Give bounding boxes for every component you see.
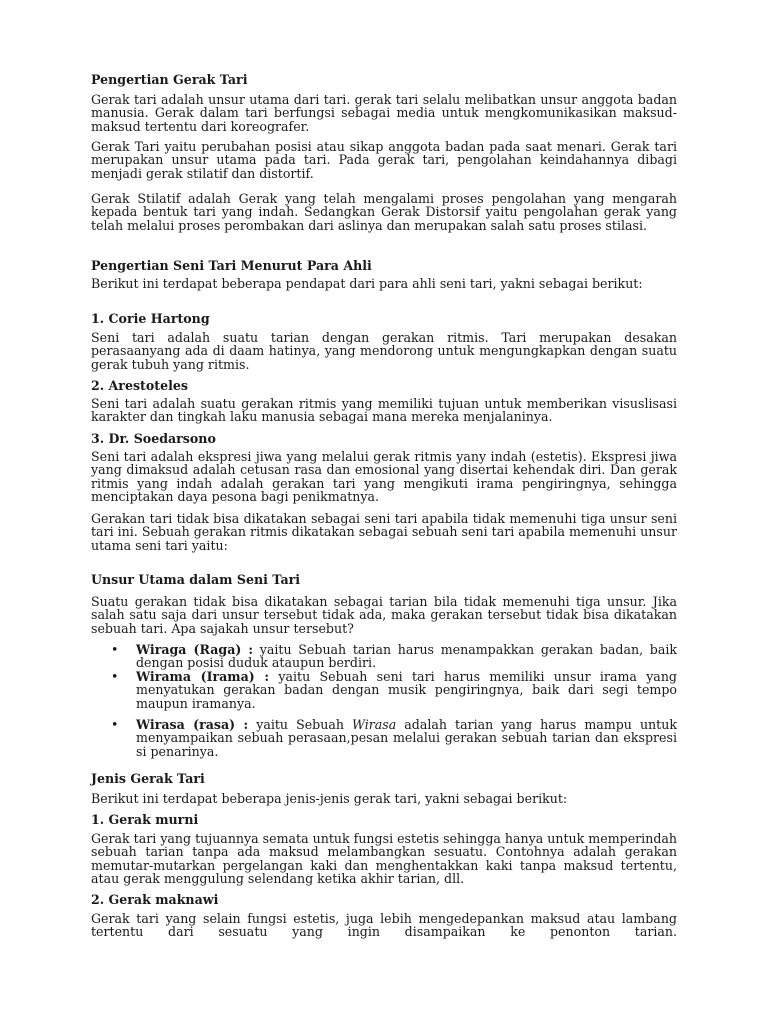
- text-wirasa-italic: Wirasa: [351, 717, 397, 732]
- paragraph-unsur-utama-intro: Suatu gerakan tidak bisa dikatakan sebagai tarian bila tidak memenuhi tiga unsur. Jika salah satu saja dari unsur tersebut tidak ada, maka gerakan tersebut tidak bisa dikatakan sebuah tari. Apa sajakah unsur tersebut?: [91, 594, 677, 636]
- paragraph-gerak-maknawi: Gerak tari yang selain fungsi estetis, juga lebih mengedepankan maksud atau lambang tertentu dari sesuatu yang ingin disampaikan ke penonton tarian.: [91, 911, 677, 940]
- heading-unsur-utama: Unsur Utama dalam Seni Tari: [91, 572, 301, 587]
- paragraph-corie-hartong: Seni tari adalah suatu tarian dengan gerakan ritmis. Tari merupakan desakan perasaanyang ada di daam hatinya, yang mendorong untuk mengungkapkan dengan suatu gerak tubuh yang ritmis.: [91, 330, 677, 372]
- bullet-marker: •: [111, 642, 119, 657]
- term-wirama: Wirama (Irama) :: [136, 668, 270, 684]
- paragraph-soedarsono: Seni tari adalah ekspresi jiwa yang melalui gerak ritmis yany indah (estetis). Ekspresi jiwa yang dimaksud adalah cetusan rasa dan emosional yang disertai kehendak diri. Dan gerak ritmis yang indah adalah gerakan tari yang mengikuti irama pengiringnya, sehingga menciptakan daya pesona bagi penikmatnya.: [91, 449, 677, 505]
- heading-corie-hartong: 1. Corie Hartong: [91, 311, 210, 326]
- list-item-wirama: [91, 670, 677, 710]
- text-wiraga: yaitu Sebuah tarian harus menampakkan gerakan badan, baik dengan posisi duduk ataupun berdiri.: [136, 642, 677, 671]
- paragraph-arestoteles: Seni tari adalah suatu gerakan ritmis yang memiliki tujuan untuk memberikan visuslisasi karakter dan tingkah laku manusia sebagai mana mereka menjalaninya.: [91, 396, 677, 425]
- heading-gerak-murni: 1. Gerak murni: [91, 812, 199, 827]
- unsur-list-continued: [91, 718, 677, 758]
- paragraph-jenis-gerak-intro: Berikut ini terdapat beberapa jenis-jenis gerak tari, yakni sebagai berikut:: [91, 791, 568, 806]
- term-wiraga: Wiraga (Raga) :: [136, 642, 254, 657]
- heading-pengertian-gerak-tari: Pengertian Gerak Tari: [91, 72, 248, 87]
- text-wirama: yaitu Sebuah seni tari harus memiliki unsur irama yang menyatukan gerakan badan dengan musik pengiringnya, baik dari segi tempo maupun iramanya.: [136, 668, 677, 711]
- paragraph-gerak-stilatif: Gerak Stilatif adalah Gerak yang telah mengalami proses pengolahan yang mengarah kepada bentuk tari yang indah. Sedangkan Gerak Distorsif yaitu pengolahan gerak yang telah melalui proses perombakan dari aslinya dan merupakan salah satu proses stilasi.: [91, 191, 677, 233]
- paragraph-unsur-seni-tari: Gerakan tari tidak bisa dikatakan sebagai seni tari apabila tidak memenuhi tiga unsur seni tari ini. Sebuah gerakan ritmis dikatakan sebagai sebuah seni tari apabila memenuhi unsur utama seni tari yaitu:: [91, 511, 677, 553]
- list-item-wiraga: [91, 643, 677, 670]
- paragraph-gerak-murni: Gerak tari yang tujuannya semata untuk fungsi estetis sehingga hanya untuk memperindah sebuah tarian tanpa ada maksud melambangkan sesuatu. Contohnya adalah gerakan memutar-mutarkan pergelangan kaki dan menghentakkan kaki tanpa maksud tertentu, atau gerak menggulung selendang ketika akhir tarian, dll.: [91, 831, 677, 887]
- heading-arestoteles: 2. Arestoteles: [91, 378, 188, 393]
- unsur-list: [91, 643, 677, 710]
- paragraph-para-ahli-intro: Berikut ini terdapat beberapa pendapat dari para ahli seni tari, yakni sebagai berikut:: [91, 276, 643, 291]
- term-wirasa: Wirasa (rasa) :: [136, 717, 249, 732]
- list-item-wirasa: [91, 718, 677, 758]
- text-wirasa-pre: yaitu Sebuah: [248, 717, 352, 732]
- bullet-marker: •: [111, 668, 119, 684]
- bullet-marker: •: [111, 717, 119, 732]
- heading-jenis-gerak-tari: Jenis Gerak Tari: [91, 771, 205, 786]
- paragraph-gerak-tari-definisi: Gerak Tari yaitu perubahan posisi atau sikap anggota badan pada saat menari. Gerak tari merupakan unsur utama pada tari. Pada gerak tari, pengolahan keindahannya dibagi menjadi gerak stilatif dan distortif.: [91, 139, 677, 181]
- heading-soedarsono: 3. Dr. Soedarsono: [91, 431, 216, 446]
- heading-gerak-maknawi: 2. Gerak maknawi: [91, 892, 219, 907]
- text-wirasa: adalah tarian yang harus mampu untuk menyampaikan sebuah perasaan,pesan melalui gerakan sebuah tarian dan ekspresi si penarinya.: [136, 717, 677, 759]
- paragraph-gerak-tari-intro: Gerak tari adalah unsur utama dari tari. gerak tari selalu melibatkan unsur anggota badan manusia. Gerak dalam tari berfungsi sebagai media untuk mengkomunikasikan maksud-maksud tertentu dari koreografer.: [91, 92, 677, 134]
- heading-seni-tari-para-ahli: Pengertian Seni Tari Menurut Para Ahli: [91, 258, 372, 273]
